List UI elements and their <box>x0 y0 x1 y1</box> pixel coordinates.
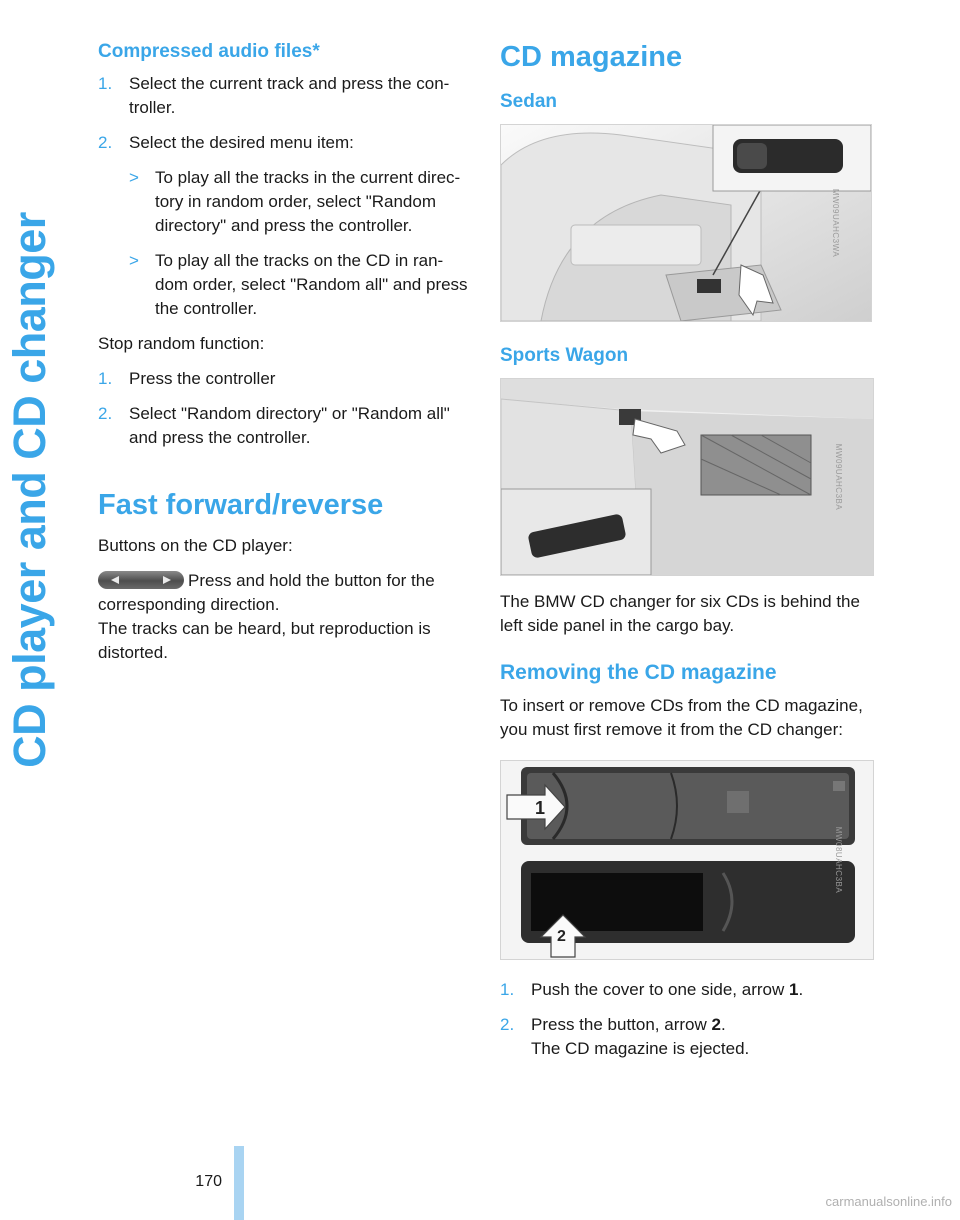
cd-changer-location-text: The BMW CD changer for six CDs is behind the left side panel in the cargo bay. <box>500 592 860 635</box>
sedan-figure <box>500 124 872 322</box>
chapter-title-text: CD player and CD changer <box>4 212 55 768</box>
step-number: 1. <box>98 369 113 388</box>
cd-magazine-illustration <box>501 761 873 959</box>
step-number: 2. <box>98 404 113 423</box>
buttons-label: Buttons on the CD player: <box>98 536 293 555</box>
left-column <box>98 40 474 665</box>
removing-magazine-heading: Removing the CD magazine <box>500 661 777 684</box>
arrow-2-label: 2 <box>557 928 566 945</box>
step-tail: . <box>720 1015 726 1034</box>
figure-code: MW08UAHC3BA <box>833 826 843 894</box>
remove-step-1 <box>500 978 880 1002</box>
figure-code: MW09UAHC3WA <box>830 188 840 258</box>
page-bar <box>234 1146 244 1220</box>
bullet-arrow-icon: > <box>129 251 139 270</box>
stop-step-1 <box>98 367 474 391</box>
step-tail: . <box>798 980 804 999</box>
step-arrow-ref: 1 <box>788 980 799 999</box>
step-result-text: The CD magazine is ejected. <box>531 1039 750 1058</box>
chapter-side-title <box>2 10 58 970</box>
step-text: Select "Random directory" or "Random all" and press the controller. <box>129 404 450 447</box>
figure-code: MW09UAHC3BA <box>833 443 843 511</box>
step-arrow-ref: 2 <box>711 1015 721 1034</box>
cd-magazine-heading: CD magazine <box>500 41 683 73</box>
removing-intro-text: To insert or remove CDs from the CD magazine, you must first remove it from the CD changer: <box>500 696 863 739</box>
sedan-heading: Sedan <box>500 91 558 112</box>
step-text: Select the desired menu item: <box>129 133 354 152</box>
sports-wagon-heading: Sports Wagon <box>500 345 629 366</box>
magazine-figure <box>500 760 874 960</box>
sedan-trunk-illustration <box>501 125 871 321</box>
sub-item-text: To play all the tracks on the CD in ran-dom order, select "Random all" and press the controller. <box>155 251 468 318</box>
step-text: Press the controller <box>129 369 276 388</box>
step-1 <box>98 72 474 120</box>
compressed-audio-heading: Compressed audio files* <box>98 41 320 62</box>
sub-item-text: To play all the tracks in the current direc-tory in random order, select "Random directory" and press the controller. <box>155 168 461 235</box>
step-text: Press the button, arrow <box>531 1015 712 1034</box>
watermark: carmanualsonline.info <box>825 1194 952 1209</box>
press-hold-instruction: Press and hold the button for the corresponding direction. <box>98 571 435 614</box>
page-number: 170 <box>195 1173 222 1190</box>
bullet-arrow-icon: > <box>129 168 139 187</box>
step-number: 1. <box>500 980 515 999</box>
step-number: 1. <box>98 74 113 93</box>
remove-step-2 <box>500 1013 880 1061</box>
wagon-cargo-illustration <box>501 379 873 575</box>
step-text: Select the current track and press the con-troller. <box>129 74 450 117</box>
sub-item-random-directory <box>98 166 474 238</box>
right-column <box>500 40 880 1072</box>
sub-item-random-all <box>98 249 474 321</box>
step-text: Push the cover to one side, arrow <box>531 980 789 999</box>
distortion-note: The tracks can be heard, but reproduction is distorted. <box>98 619 431 662</box>
step-number: 2. <box>98 133 113 152</box>
press-hold-text <box>98 569 474 617</box>
sports-wagon-figure <box>500 378 874 576</box>
stop-step-2 <box>98 402 474 450</box>
step-number: 2. <box>500 1015 515 1034</box>
step-2 <box>98 131 474 155</box>
fast-forward-heading: Fast forward/reverse <box>98 489 384 521</box>
stop-random-label: Stop random function: <box>98 334 265 353</box>
seek-buttons-icon <box>98 571 184 589</box>
arrow-1-label: 1 <box>535 798 546 818</box>
